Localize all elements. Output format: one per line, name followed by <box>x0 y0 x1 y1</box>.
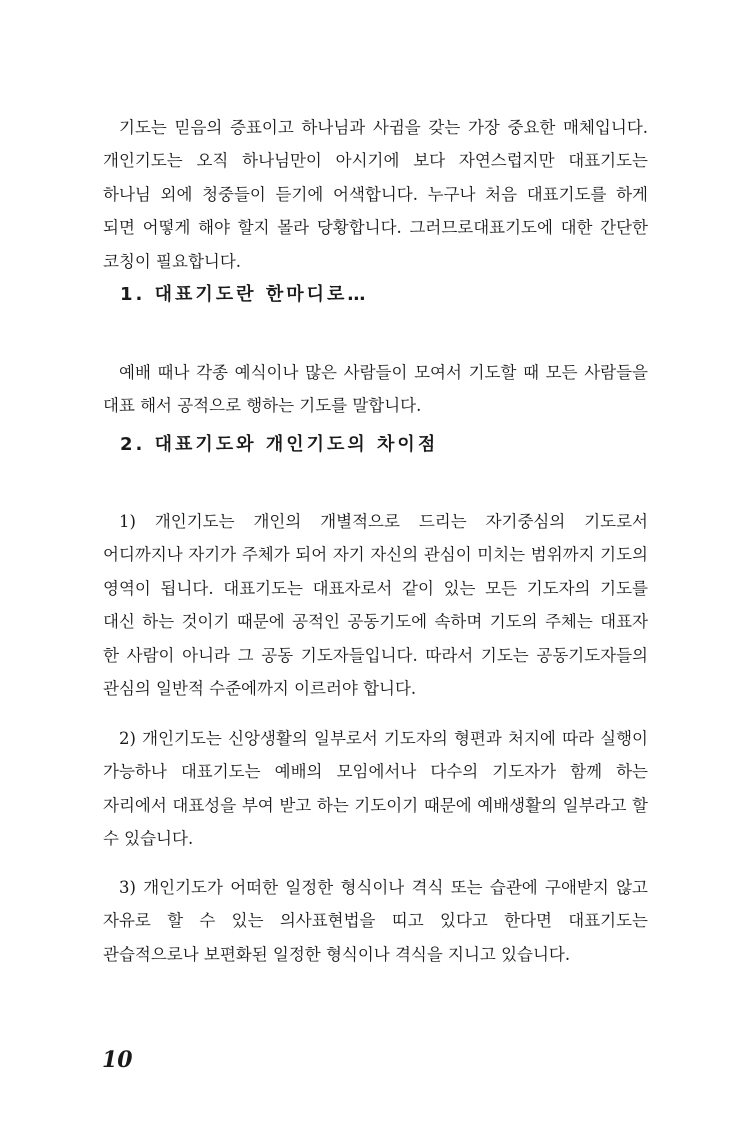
intro-paragraph: 기도는 믿음의 증표이고 하나님과 사귐을 갖는 가장 중요한 매체입니다. 개인기도는 오직 하나님만이 아시기에 보다 자연스럽지만 대표기도는 하나님 외에 청중들이 듣기에 어색합니다. 누구나 처음 대표기도를 하게 되면 어떻게 해야 할지 몰라 당황합니다. 그러므로대표기도에 대한 간단한 코칭이 필요합니다. <box>103 117 648 271</box>
section-2-item-1: 1) 개인기도는 개인의 개별적으로 드리는 자기중심의 기도로서 어디까지나 자기가 주체가 되어 자기 자신의 관심이 미치는 범위까지 기도의 영역이 됩니다. 대표기도는 대표자로서 같이 있는 모든 기도자의 기도를 대신 하는 것이기 때문에 공적인 공동기도에 속하며 기도의 주체는 대표자 한 사람이 아니라 그 공동 기도자들입니다. 따라서 기도는 공동기도자들의 관심의 일반적 수준에까지 이르러야 합니다. <box>103 511 648 698</box>
section-1-body: 예배 때나 각종 예식이나 많은 사람들이 모여서 기도할 때 모든 사람들을 대표 해서 공적으로 행하는 기도를 말합니다. <box>103 362 648 415</box>
page-number: 10 <box>102 1047 133 1073</box>
section-2-heading: 2. 대표기도와 개인기도의 차이점 <box>120 434 439 455</box>
section-1-heading: 1. 대표기도란 한마디로… <box>120 284 369 305</box>
section-2-item-3: 3) 개인기도가 어떠한 일정한 형식이나 격식 또는 습관에 구애받지 않고 자유로 할 수 있는 의사표현법을 띠고 있다고 한다면 대표기도는 관습적으로나 보편화된 일정한 형식이나 격식을 지니고 있습니다. <box>103 877 648 964</box>
section-2-item-2: 2) 개인기도는 신앙생활의 일부로서 기도자의 형편과 처지에 따라 실행이 가능하나 대표기도는 예배의 모임에서나 다수의 기도자가 함께 하는 자리에서 대표성을 부여 받고 하는 기도이기 때문에 예배생활의 일부라고 할 수 있습니다. <box>103 728 648 848</box>
